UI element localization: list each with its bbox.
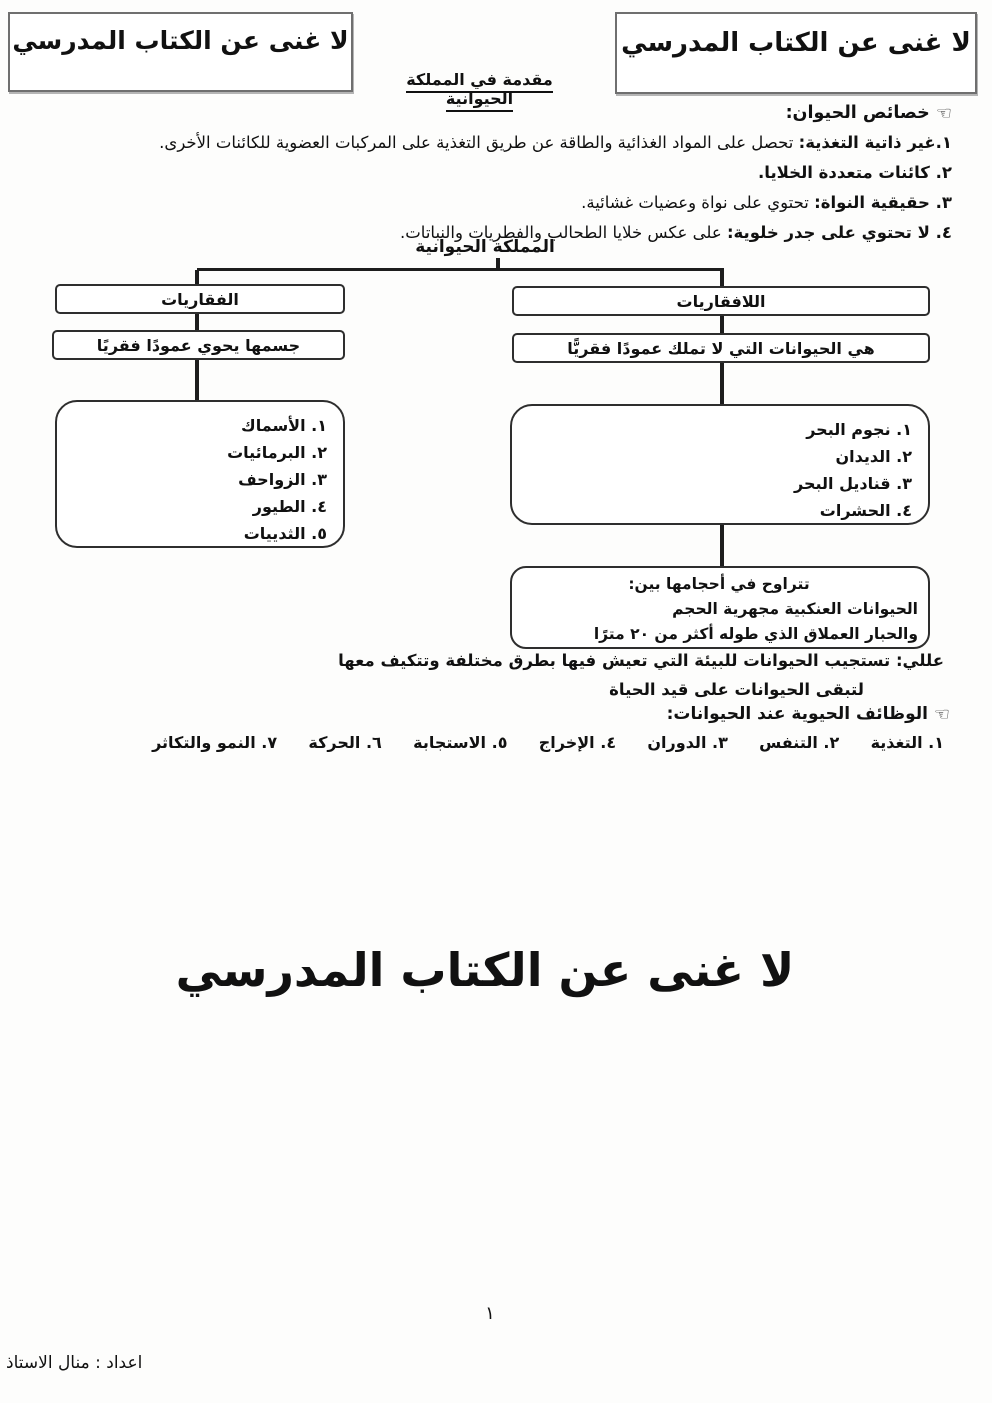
connector-right-2 [720,315,724,335]
vital-function-item: ١. التغذية [870,733,944,752]
characteristics-heading-text: خصائص الحيوان: [785,103,930,123]
characteristics-heading [44,103,952,124]
vertebrates-examples-box [55,400,345,548]
invertebrates-title-box: اللافقاريات [512,286,930,316]
vital-function-item: ٥. الاستجابة [413,733,508,752]
vital-functions-heading: ☜ الوظائف الحيوية عند الحيوانات: [666,704,950,725]
vital-functions-list [152,733,944,752]
list-item: ٢. الديدان [835,447,912,466]
diagram-root-label: المملكة الحيوانية [415,237,555,257]
characteristic-item: ٤. لا تحتوي على جدر خلوية: على عكس خلايا الطحالب والفطريات والنباتات. [400,223,952,242]
vital-function-item: ٢. التنفس [759,733,840,752]
pointing-hand-icon: ☜ [933,704,950,725]
list-item: ٤. الحشرات [819,501,912,520]
pointing-hand-icon: ☜ [935,103,952,124]
list-item: ٣. قناديل البحر [793,474,912,493]
vertebrates-definition-box: جسمها يحوي عمودًا فقريًا [52,330,345,360]
textbook-stamp-left [8,12,353,92]
connector-right-4 [720,523,724,568]
page-number: ١ [485,1303,495,1324]
list-item: ٤. الطيور [252,497,327,516]
textbook-watermark-text: لا غنى عن الكتاب المدرسي [175,943,795,997]
reasoning-label: عللي: [895,651,944,670]
invertebrates-definition-box: هي الحيوانات التي لا تملك عمودًا فقريًّا [512,333,930,363]
invertebrates-sizes-box [510,566,930,649]
page-title: مقدمة في المملكة الحيوانية [372,70,587,108]
vertebrates-examples-list [57,402,343,547]
invertebrates-examples-list [512,406,928,524]
textbook-stamp-right-text: لا غنى عن الكتاب المدرسي [621,28,971,58]
connector-left-3 [195,359,199,402]
connector-right-3 [720,362,724,406]
sizes-line: الحيوانات العنكبية مجهرية الحجم [672,600,918,618]
invertebrates-examples-box [510,404,930,525]
list-item: ٥. الثدييات [243,524,327,543]
list-item: ١. الأسماك [241,416,327,435]
vital-function-item: ٦. الحركة [308,733,382,752]
list-item: ٢. البرمائيات [227,443,327,462]
list-item: ٣. الزواحف [238,470,327,489]
vital-function-item: ٣. الدوران [647,733,728,752]
list-item: ١. نجوم البحر [806,420,912,439]
reasoning-note: عللي: تستجيب الحيوانات للبيئة التي تعيش فيها بطرق مختلفة وتتكيف معها [338,651,944,670]
textbook-stamp-left-text: لا غنى عن الكتاب المدرسي [12,26,349,55]
textbook-stamp-right [615,12,977,94]
sizes-line: والحبار العملاق الذي طوله أكثر من ٢٠ مترًا [593,625,918,643]
animal-characteristics-section [44,103,952,248]
vital-function-item: ٤. الإخراج [538,733,617,752]
characteristic-item: ٣. حقيقية النواة: تحتوي على نواة وعضيات غشائية. [581,193,952,212]
vertebrates-title-box: الفقاريات [55,284,345,314]
reasoning-note-continuation: لتبقى الحيوانات على قيد الحياة [609,680,864,699]
vital-function-item: ٧. النمو والتكاثر [152,733,278,752]
characteristic-item: ٢. كائنات متعددة الخلايا. [757,163,952,182]
characteristic-item: ١.غير ذاتية التغذية: تحصل على المواد الغذائية والطاقة عن طريق التغذية على المركبات العضوية للكائنات الأخرى. [159,133,952,152]
sizes-line: تتراوح في أحجامها بين: [628,575,810,593]
connector-horizontal [197,268,724,271]
prepared-by-credit: اعداد : منال الاستاذ [6,1353,143,1373]
